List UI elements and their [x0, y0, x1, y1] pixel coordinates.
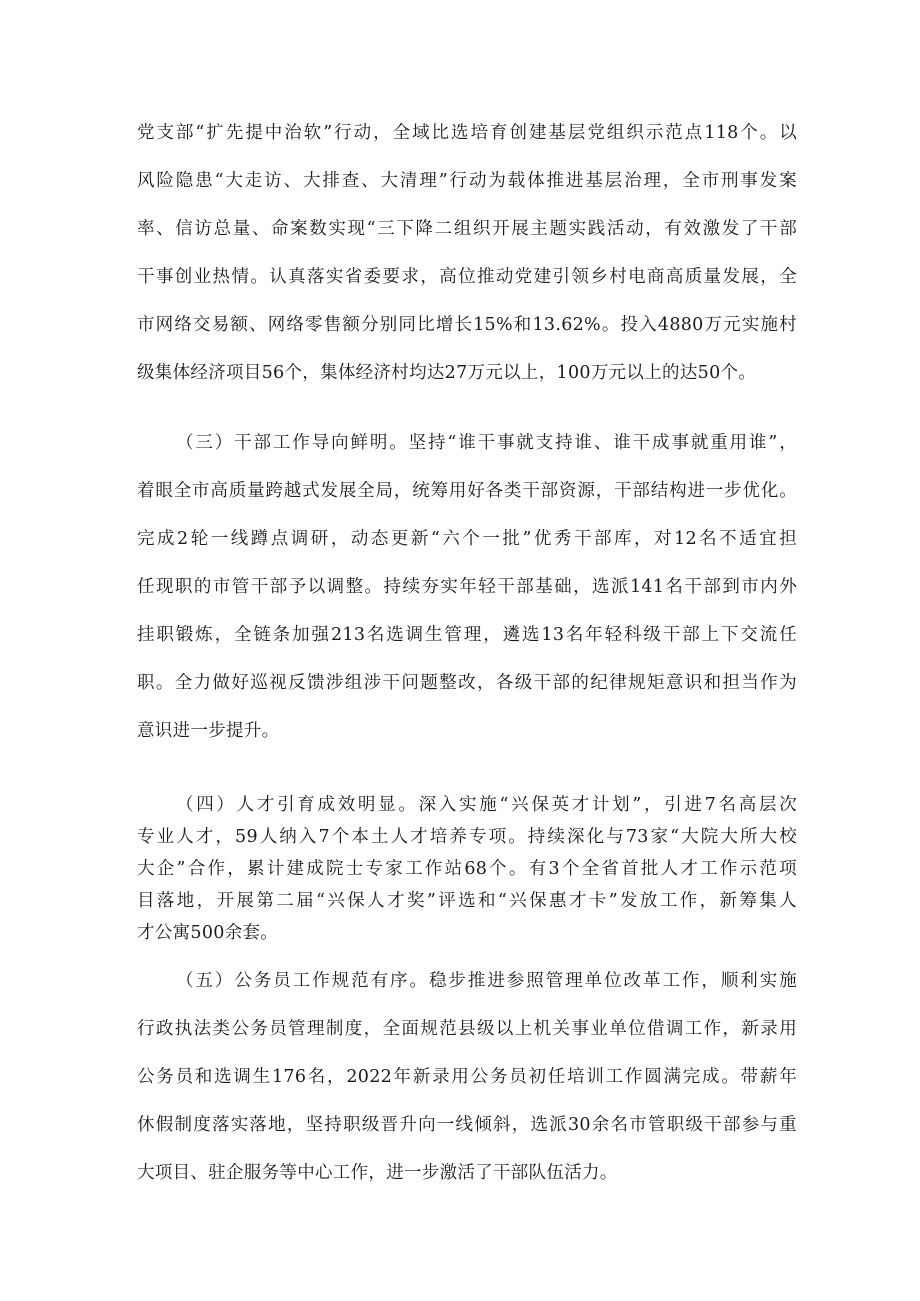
- text-line: 大企”合作，累计建成院士专家工作站68个。有3个全省首批人才工作示范项: [137, 859, 797, 879]
- text-line: 挂职锻炼，全链条加强213名选调生管理，遴选13名年轻科级干部上下交流任: [137, 625, 797, 645]
- text-line: 任现职的市管干部予以调整。持续夯实年轻干部基础，选派141名干部到市内外: [137, 577, 797, 597]
- text-line: 行政执法类公务员管理制度，全面规范县级以上机关事业单位借调工作，新录用: [137, 1019, 797, 1039]
- text-line: 市网络交易额、网络零售额分别同比增长15%和13.62%。投入4880万元实施村: [137, 315, 797, 335]
- text-line: 党支部“扩先提中治软”行动，全域比选培育创建基层党组织示范点118个。以: [137, 123, 797, 143]
- text-line: 目落地，开展第二届“兴保人才奖”评选和“兴保惠才卡”发放工作，新筹集人: [137, 891, 797, 911]
- text-line: 休假制度落实落地，坚持职级晋升向一线倾斜，选派30余名市管职级干部参与重: [137, 1115, 797, 1135]
- text-line: 干事创业热情。认真落实省委要求，高位推动党建引领乡村电商高质量发展，全: [137, 267, 797, 287]
- text-line: 级集体经济项目56个，集体经济村均达27万元以上，100万元以上的达50个。: [137, 363, 757, 383]
- text-line: 专业人才，59人纳入7个本土人才培养专项。持续深化与73家“大院大所大校: [137, 827, 797, 847]
- text-line: 完成2轮一线蹲点调研，动态更新“六个一批”优秀干部库，对12名不适宜担: [137, 529, 797, 549]
- text-line: 职。全力做好巡视反馈涉组涉干问题整改，各级干部的纪律规矩意识和担当作为: [137, 673, 797, 693]
- text-line: （四）人才引育成效明显。深入实施“兴保英才计划”，引进7名高层次: [176, 795, 797, 815]
- text-line: （三）干部工作导向鲜明。坚持“谁干事就支持谁、谁干成事就重用谁”，: [176, 433, 797, 453]
- text-line: 风险隐患“大走访、大排查、大清理”行动为载体推进基层治理，全市刑事发案: [137, 171, 797, 191]
- text-line: （五）公务员工作规范有序。稳步推进参照管理单位改革工作，顺利实施: [176, 971, 797, 991]
- text-line: 率、信访总量、命案数实现“三下降二组织开展主题实践活动，有效激发了干部: [137, 219, 797, 239]
- text-line: 意识进一步提升。: [137, 721, 280, 741]
- text-line: 着眼全市高质量跨越式发展全局，统筹用好各类干部资源，干部结构进一步优化。: [137, 481, 797, 501]
- text-line: 大项目、驻企服务等中心工作，进一步激活了干部队伍活力。: [137, 1163, 618, 1183]
- text-line: 才公寓500余套。: [137, 923, 279, 943]
- text-line: 公务员和选调生176名，2022年新录用公务员初任培训工作圆满完成。带薪年: [137, 1067, 797, 1087]
